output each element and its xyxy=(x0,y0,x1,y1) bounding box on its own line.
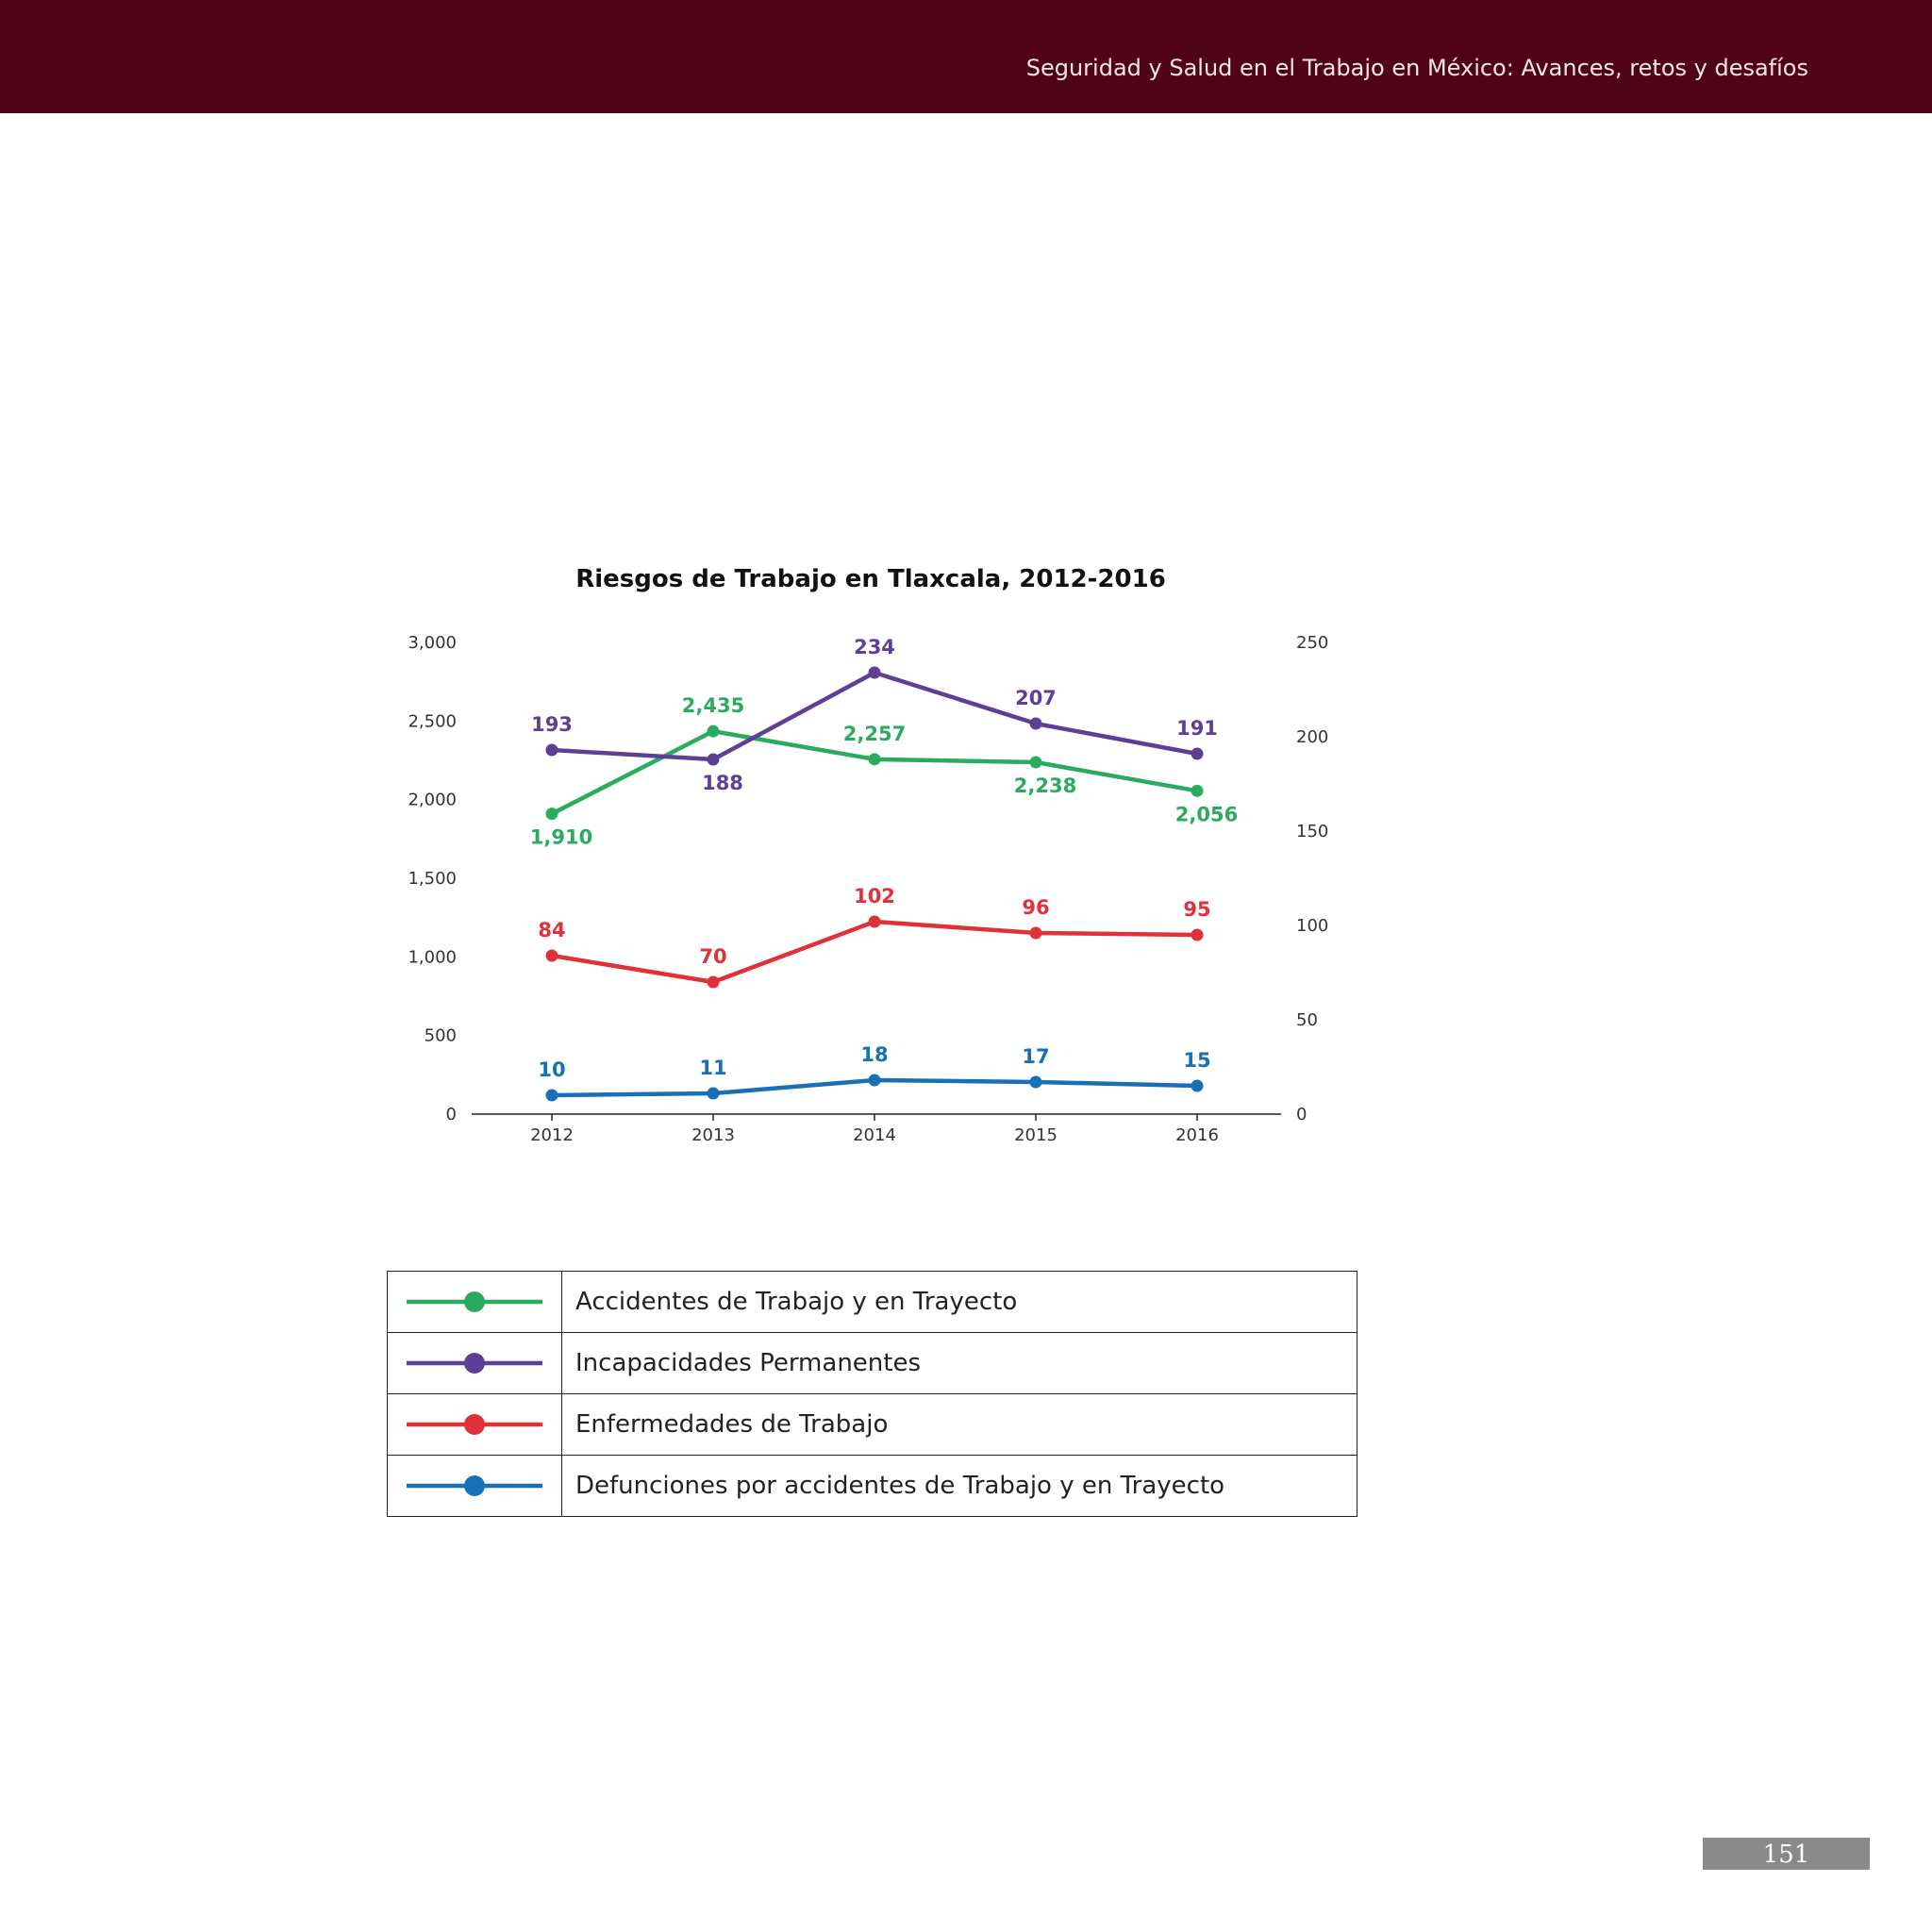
x-tick-label: 2013 xyxy=(691,1125,735,1145)
data-point xyxy=(708,1088,720,1100)
data-point xyxy=(1030,718,1042,730)
data-label: 193 xyxy=(531,713,573,736)
legend-marker-icon xyxy=(405,1410,544,1439)
data-point xyxy=(869,916,881,928)
data-point xyxy=(869,667,881,679)
data-label: 2,435 xyxy=(681,694,745,718)
left-tick-label: 1,500 xyxy=(408,869,457,889)
data-label: 11 xyxy=(699,1057,727,1079)
series-line xyxy=(552,922,1197,982)
data-label: 15 xyxy=(1183,1049,1211,1072)
left-tick-label: 3,000 xyxy=(408,633,457,653)
data-label: 191 xyxy=(1176,717,1218,740)
data-label: 2,257 xyxy=(842,722,907,745)
legend xyxy=(387,1271,1357,1517)
x-tick-label: 2016 xyxy=(1175,1125,1219,1145)
data-label: 17 xyxy=(1022,1045,1050,1068)
legend-swatch xyxy=(388,1272,562,1333)
left-tick-label: 0 xyxy=(445,1105,457,1124)
legend-label: Enfermedades de Trabajo xyxy=(562,1394,1357,1456)
x-tick-label: 2012 xyxy=(530,1125,574,1145)
x-axis xyxy=(530,1114,1219,1145)
legend-label: Incapacidades Permanentes xyxy=(562,1333,1357,1394)
data-label: 102 xyxy=(854,885,895,908)
data-label: 2,056 xyxy=(1174,803,1239,826)
legend-label: Defunciones por accidentes de Trabajo y en Trayecto xyxy=(562,1456,1357,1517)
data-point xyxy=(1191,785,1204,797)
legend-marker-icon xyxy=(405,1288,544,1316)
x-tick-label: 2014 xyxy=(853,1125,896,1145)
right-tick-label: 0 xyxy=(1296,1105,1307,1124)
left-tick-label: 500 xyxy=(424,1025,457,1046)
legend-dot xyxy=(464,1291,485,1312)
data-point xyxy=(1191,929,1204,941)
data-label: 10 xyxy=(538,1058,566,1081)
data-label: 95 xyxy=(1183,898,1211,921)
legend-row xyxy=(388,1333,1357,1394)
legend-label: Accidentes de Trabajo y en Trayecto xyxy=(562,1272,1357,1333)
data-label: 70 xyxy=(699,945,727,968)
right-tick-label: 150 xyxy=(1296,822,1329,841)
x-tick-label: 2015 xyxy=(1014,1125,1058,1145)
right-tick-label: 100 xyxy=(1296,916,1329,936)
data-point xyxy=(546,950,558,962)
data-label: 188 xyxy=(702,772,743,794)
data-point xyxy=(1030,757,1042,769)
legend-row xyxy=(388,1456,1357,1517)
series-line xyxy=(552,673,1197,759)
data-label: 207 xyxy=(1015,687,1057,709)
right-tick-label: 50 xyxy=(1296,1010,1318,1030)
data-point xyxy=(708,754,720,766)
data-point xyxy=(869,1074,881,1087)
series-layer xyxy=(530,636,1238,1102)
data-label: 18 xyxy=(860,1043,889,1066)
data-point xyxy=(546,808,558,820)
legend-marker-icon xyxy=(405,1349,544,1377)
data-label: 234 xyxy=(854,636,895,658)
data-point xyxy=(708,976,720,989)
data-label: 1,910 xyxy=(529,825,593,849)
right-tick-label: 200 xyxy=(1296,727,1329,747)
legend-row xyxy=(388,1272,1357,1333)
data-point xyxy=(1030,1076,1042,1089)
legend-swatch xyxy=(388,1394,562,1456)
data-label: 2,238 xyxy=(1013,774,1077,797)
chart-title: Riesgos de Trabajo en Tlaxcala, 2012-2016 xyxy=(575,565,1166,593)
right-axis xyxy=(1296,633,1328,1124)
legend-swatch xyxy=(388,1333,562,1394)
legend-dot xyxy=(464,1353,485,1374)
right-tick-label: 250 xyxy=(1296,633,1329,653)
data-point xyxy=(1030,927,1042,940)
data-label: 96 xyxy=(1022,896,1050,919)
data-point xyxy=(1191,1080,1204,1092)
legend-row xyxy=(388,1394,1357,1456)
left-tick-label: 2,000 xyxy=(408,790,457,810)
data-point xyxy=(708,725,720,738)
data-point xyxy=(1191,748,1204,760)
data-point xyxy=(546,1090,558,1102)
data-point xyxy=(546,744,558,757)
left-tick-label: 1,000 xyxy=(408,947,457,968)
left-tick-label: 2,500 xyxy=(408,711,457,732)
data-label: 84 xyxy=(538,919,566,941)
legend-swatch xyxy=(388,1456,562,1517)
legend-dot xyxy=(464,1475,485,1496)
legend-dot xyxy=(464,1414,485,1435)
page-number: 151 xyxy=(1703,1838,1870,1870)
data-point xyxy=(869,753,881,765)
left-axis xyxy=(408,633,457,1124)
header-title: Seguridad y Salud en el Trabajo en México: Avances, retos y desafíos xyxy=(1025,55,1808,81)
legend-marker-icon xyxy=(405,1472,544,1500)
